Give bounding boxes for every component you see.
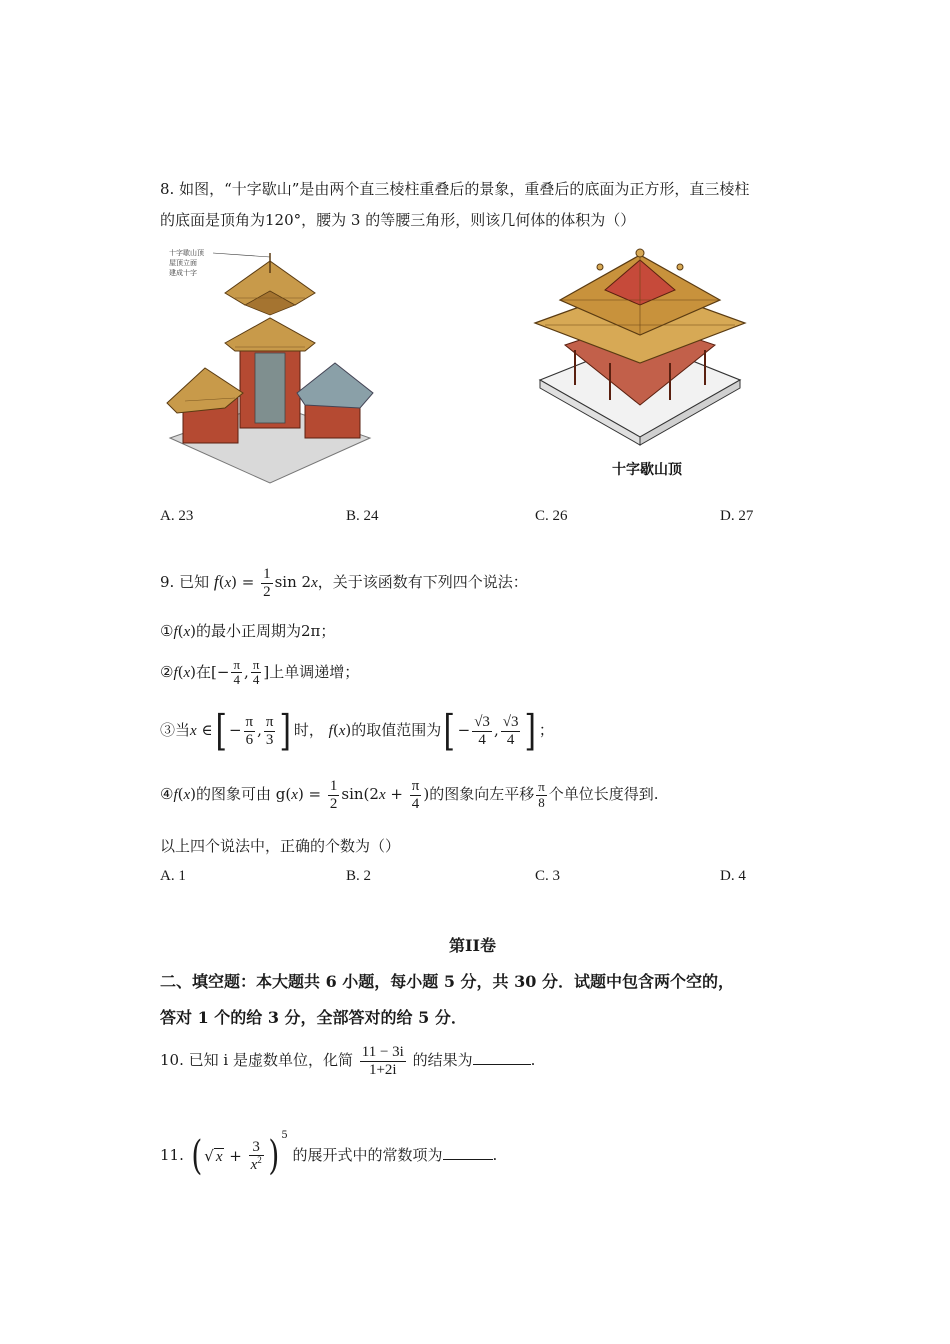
q8-line2: 的底面是顶角为120°，腰为 3 的等腰三角形，则该几何体的体积为（） [160, 211, 636, 229]
q8-line1: 8. 如图，“十字歇山”是由两个直三棱柱重叠后的景象，重叠后的底面为正方形，直三棱柱 [160, 180, 750, 198]
fig-note-2: 屋顶立面 [169, 259, 197, 267]
q9-statement-3: ③当x ∈[ − $\frac{\pi}{6}$ , $\frac{\pi}{3}$ ] 时， f(x)的取值范围为[ − $\frac{√3}{4}$ , $\frac{√3}{4}$ ] ； [160, 706, 554, 755]
q9-choice-d: D. 4 [720, 868, 746, 884]
q9-intro: 9. 已知 f(x) = $\frac{1}{2}$ sin 2x，关于该函数有下列四个说法： [160, 566, 528, 600]
fig-note-1: 十字歇山顶 [169, 249, 204, 257]
q9-choice-b: B. 2 [346, 868, 372, 884]
section-2-title: 第II卷 [449, 936, 496, 955]
fig-note-3: 建成十字 [169, 269, 197, 277]
section-2-instruction-1: 二、填空题：本大题共 6 小题，每小题 5 分，共 30 分．试题中包含两个空的， [160, 972, 734, 991]
q9-statement-1: ①f(x)的最小正周期为2π； [160, 622, 336, 640]
section-2-instruction-2: 答对 1 个的给 3 分，全部答对的给 5 分． [160, 1008, 467, 1027]
q10-answer-blank [473, 1052, 531, 1065]
q10: 10. 已知 i 是虚数单位，化简 $\frac{11 - 3i}{1+2i}$ 的结果为 . [160, 1044, 536, 1078]
q10-numerator: 11 − 3i [361, 1044, 404, 1060]
q9-statement-4: ④f(x)的图象可由 g(x) = $\frac{1}{2}$ sin(2x + $\frac{\pi}{4}$ )的图象向左平移 $\frac{\pi}{8}$ 个单位长度得到. [160, 778, 659, 812]
q8-choice-b: B. 24 [346, 508, 379, 524]
pavilion-caption: 十字歇山顶 [612, 462, 682, 478]
q10-denominator: 1+2i [368, 1061, 397, 1078]
cross-roof-pavilion-figure [530, 245, 750, 485]
q11-answer-blank [443, 1147, 493, 1160]
q8-choice-c: C. 26 [535, 508, 568, 524]
q9-choice-c: C. 3 [535, 868, 561, 884]
cross-roof-building-figure [165, 243, 375, 493]
q9-choice-a: A. 1 [160, 868, 186, 884]
q11: 11. ( √ x + $\frac{3}{x^2}$ ) $^5$ 的展开式中的常数项为 . [160, 1130, 498, 1179]
q8-choice-d: D. 27 [720, 508, 754, 524]
q8-choice-a: A. 23 [160, 508, 194, 524]
q9-summary: 以上四个说法中，正确的个数为（） [160, 837, 401, 855]
q9-statement-2: ②f(x)在[− $\frac{\pi}{4}$ , $\frac{\pi}{4}$ ]上单调递增； [160, 657, 360, 688]
